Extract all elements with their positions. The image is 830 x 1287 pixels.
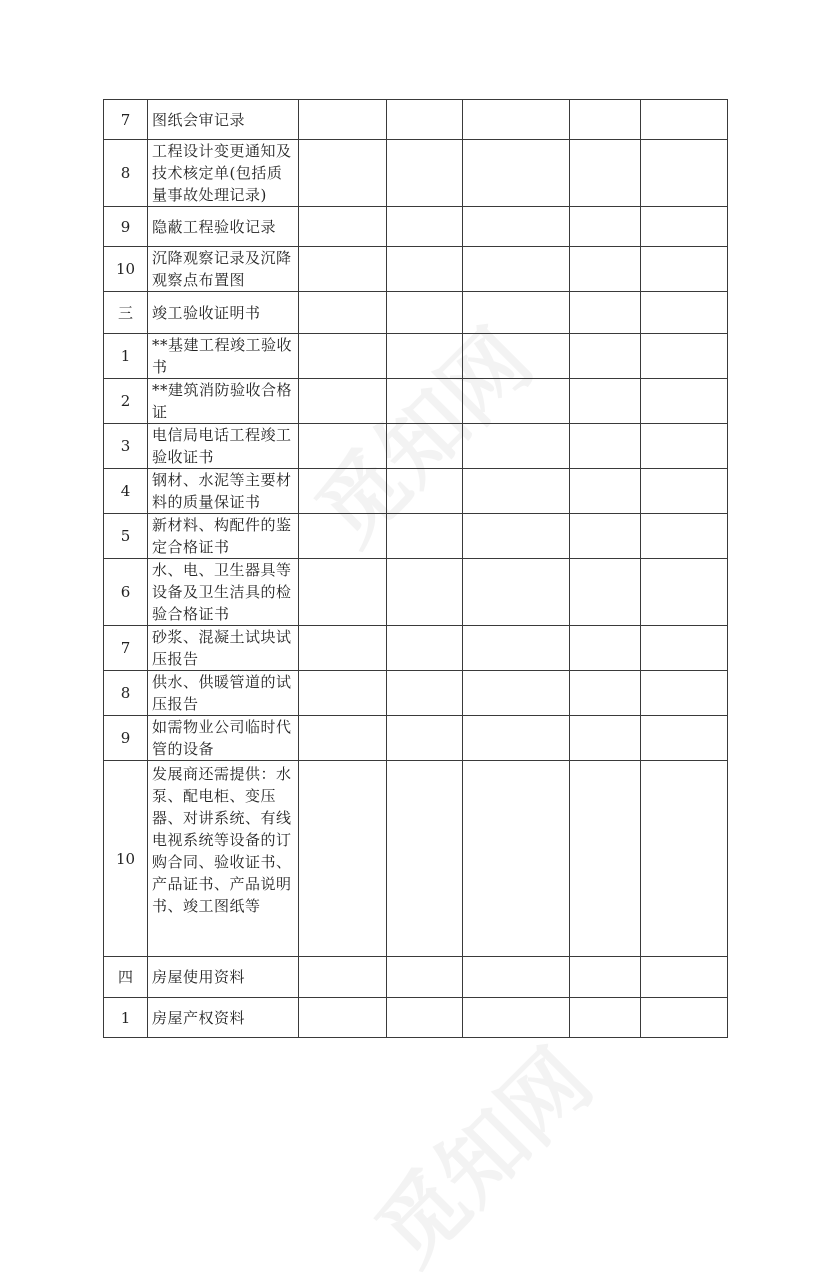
table-cell bbox=[299, 469, 387, 514]
table-cell bbox=[570, 716, 641, 761]
row-number: 2 bbox=[104, 379, 148, 424]
table-cell bbox=[387, 761, 463, 957]
table-cell bbox=[641, 998, 728, 1038]
table-cell bbox=[387, 424, 463, 469]
table-cell bbox=[641, 716, 728, 761]
table-cell bbox=[299, 998, 387, 1038]
row-item-name: **建筑消防验收合格证 bbox=[148, 379, 299, 424]
table-cell bbox=[463, 334, 570, 379]
table-cell bbox=[463, 469, 570, 514]
table-cell bbox=[463, 559, 570, 626]
table-cell bbox=[463, 207, 570, 247]
table-cell bbox=[463, 292, 570, 334]
table-cell bbox=[641, 957, 728, 998]
table-cell bbox=[387, 716, 463, 761]
table-cell bbox=[463, 626, 570, 671]
table-row bbox=[104, 998, 728, 1038]
table-cell bbox=[387, 379, 463, 424]
table-row bbox=[104, 671, 728, 716]
table-row bbox=[104, 716, 728, 761]
table-cell bbox=[387, 671, 463, 716]
table-cell bbox=[463, 247, 570, 292]
row-number: 6 bbox=[104, 559, 148, 626]
row-number: 8 bbox=[104, 671, 148, 716]
table-cell bbox=[463, 671, 570, 716]
table-cell bbox=[570, 626, 641, 671]
row-item-name: 沉降观察记录及沉降观察点布置图 bbox=[148, 247, 299, 292]
row-item-name: 砂浆、混凝土试块试压报告 bbox=[148, 626, 299, 671]
table-row bbox=[104, 292, 728, 334]
table-cell bbox=[641, 626, 728, 671]
table-cell bbox=[641, 100, 728, 140]
table-cell bbox=[387, 140, 463, 207]
table-cell bbox=[570, 100, 641, 140]
row-number: 3 bbox=[104, 424, 148, 469]
table-cell bbox=[641, 207, 728, 247]
row-number: 10 bbox=[104, 761, 148, 957]
table-row bbox=[104, 957, 728, 998]
table-cell bbox=[570, 469, 641, 514]
table-cell bbox=[463, 716, 570, 761]
table-cell bbox=[463, 424, 570, 469]
table-cell bbox=[387, 334, 463, 379]
row-number: 5 bbox=[104, 514, 148, 559]
row-number: 9 bbox=[104, 716, 148, 761]
table-cell bbox=[641, 247, 728, 292]
table-cell bbox=[299, 140, 387, 207]
section-number: 三 bbox=[104, 292, 148, 334]
table-cell bbox=[299, 424, 387, 469]
table-cell bbox=[387, 292, 463, 334]
table-cell bbox=[641, 761, 728, 957]
table-cell bbox=[641, 514, 728, 559]
table-cell bbox=[387, 626, 463, 671]
table-cell bbox=[570, 559, 641, 626]
table-row bbox=[104, 379, 728, 424]
table-row bbox=[104, 100, 728, 140]
row-number: 1 bbox=[104, 998, 148, 1038]
table-cell bbox=[299, 334, 387, 379]
row-number: 4 bbox=[104, 469, 148, 514]
table-row bbox=[104, 334, 728, 379]
table-row bbox=[104, 626, 728, 671]
table-cell bbox=[387, 957, 463, 998]
table-cell bbox=[299, 957, 387, 998]
table-cell bbox=[299, 247, 387, 292]
table-cell bbox=[387, 247, 463, 292]
table-cell bbox=[641, 424, 728, 469]
table-cell bbox=[570, 292, 641, 334]
table-cell bbox=[463, 100, 570, 140]
row-item-name: 工程设计变更通知及技术核定单(包括质量事故处理记录) bbox=[148, 140, 299, 207]
table-cell bbox=[570, 424, 641, 469]
table-cell bbox=[299, 292, 387, 334]
document-table bbox=[103, 99, 728, 1038]
row-number: 1 bbox=[104, 334, 148, 379]
table-row bbox=[104, 469, 728, 514]
table-cell bbox=[387, 559, 463, 626]
table-cell bbox=[299, 379, 387, 424]
table-cell bbox=[299, 559, 387, 626]
row-item-name: 隐蔽工程验收记录 bbox=[148, 207, 299, 247]
table-row bbox=[104, 247, 728, 292]
table-cell bbox=[641, 140, 728, 207]
row-item-name: 供水、供暖管道的试压报告 bbox=[148, 671, 299, 716]
table-cell bbox=[299, 100, 387, 140]
row-item-name: **基建工程竣工验收书 bbox=[148, 334, 299, 379]
row-item-name: 房屋产权资料 bbox=[148, 998, 299, 1038]
table-cell bbox=[463, 957, 570, 998]
table-cell bbox=[641, 559, 728, 626]
table-cell bbox=[641, 469, 728, 514]
row-item-name: 如需物业公司临时代管的设备 bbox=[148, 716, 299, 761]
table-cell bbox=[570, 998, 641, 1038]
row-number: 9 bbox=[104, 207, 148, 247]
row-item-name: 新材料、构配件的鉴定合格证书 bbox=[148, 514, 299, 559]
table-cell bbox=[387, 207, 463, 247]
table-row bbox=[104, 140, 728, 207]
table-cell bbox=[463, 761, 570, 957]
watermark bbox=[344, 1017, 614, 1287]
table-cell bbox=[641, 334, 728, 379]
section-title: 房屋使用资料 bbox=[148, 957, 299, 998]
table-row bbox=[104, 514, 728, 559]
table-cell bbox=[570, 334, 641, 379]
table-cell bbox=[570, 247, 641, 292]
row-item-name: 发展商还需提供：水泵、配电柜、变压器、对讲系统、有线电视系统等设备的订购合同、验收证书、产品证书、产品说明书、竣工图纸等 bbox=[148, 761, 299, 957]
table-cell bbox=[570, 207, 641, 247]
table-row bbox=[104, 559, 728, 626]
table-cell bbox=[570, 379, 641, 424]
row-item-name: 钢材、水泥等主要材料的质量保证书 bbox=[148, 469, 299, 514]
section-number: 四 bbox=[104, 957, 148, 998]
row-item-name: 图纸会审记录 bbox=[148, 100, 299, 140]
table-cell bbox=[299, 207, 387, 247]
table-cell bbox=[387, 514, 463, 559]
table-cell bbox=[299, 514, 387, 559]
row-number: 8 bbox=[104, 140, 148, 207]
section-title: 竣工验收证明书 bbox=[148, 292, 299, 334]
row-number: 7 bbox=[104, 626, 148, 671]
table-cell bbox=[570, 671, 641, 716]
table-cell bbox=[463, 379, 570, 424]
table-row bbox=[104, 207, 728, 247]
table-cell bbox=[387, 469, 463, 514]
table-cell bbox=[570, 140, 641, 207]
table-cell bbox=[387, 998, 463, 1038]
table-cell bbox=[463, 514, 570, 559]
table-cell bbox=[299, 671, 387, 716]
table-cell bbox=[299, 761, 387, 957]
table-cell bbox=[299, 626, 387, 671]
table-row bbox=[104, 424, 728, 469]
table-cell bbox=[641, 292, 728, 334]
table-cell bbox=[570, 957, 641, 998]
table-cell bbox=[641, 379, 728, 424]
table-cell bbox=[463, 998, 570, 1038]
table-cell bbox=[387, 100, 463, 140]
table-cell bbox=[463, 140, 570, 207]
row-number: 7 bbox=[104, 100, 148, 140]
row-item-name: 水、电、卫生器具等设备及卫生洁具的检验合格证书 bbox=[148, 559, 299, 626]
table-cell bbox=[641, 671, 728, 716]
table-cell bbox=[570, 514, 641, 559]
table-cell bbox=[570, 761, 641, 957]
table-cell bbox=[299, 716, 387, 761]
row-number: 10 bbox=[104, 247, 148, 292]
row-item-name: 电信局电话工程竣工验收证书 bbox=[148, 424, 299, 469]
table-row bbox=[104, 761, 728, 957]
